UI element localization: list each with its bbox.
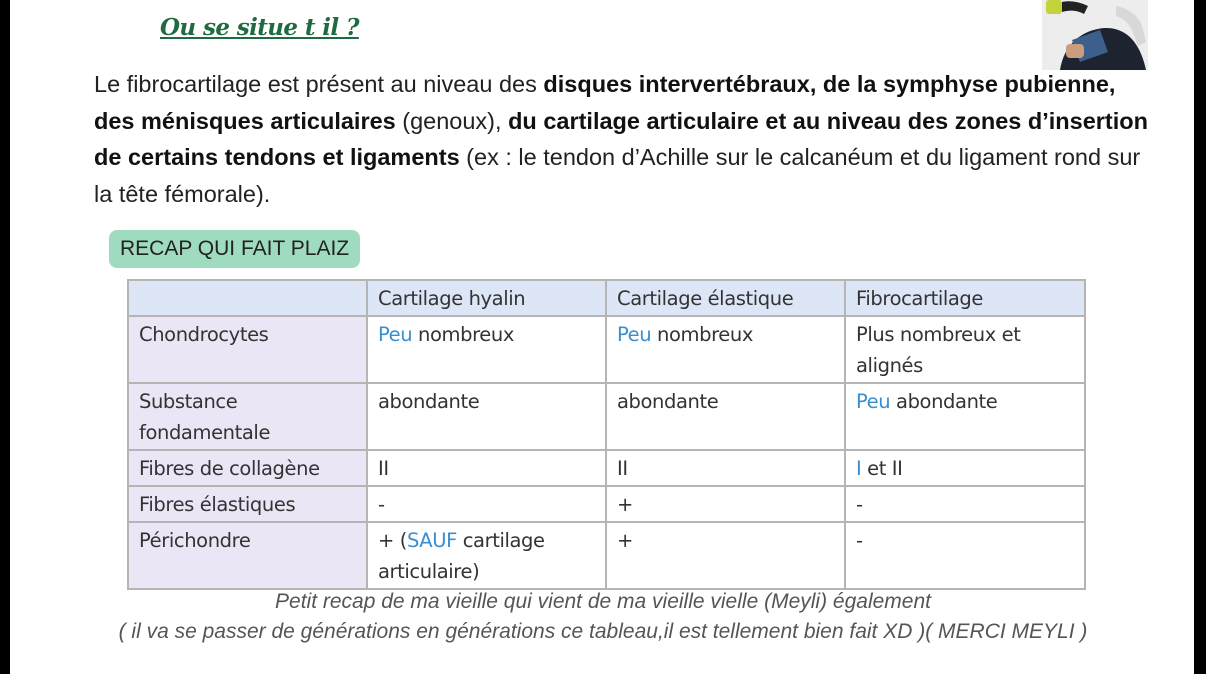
row-header-elastiques: Fibres élastiques — [128, 486, 367, 522]
table-cell — [845, 522, 1085, 589]
intro-text-1: Le fibrocartilage est présent au niveau des — [94, 71, 544, 97]
table-row — [128, 522, 1085, 589]
table-cell — [845, 450, 1085, 486]
table-cell — [606, 450, 845, 486]
table-cell — [606, 383, 845, 450]
cell-text: nombreux — [651, 323, 753, 346]
intro-text-2: (genoux), — [395, 107, 509, 134]
table-cell — [606, 486, 845, 522]
caption-line-2: ( il va se passer de générations en générations ce tableau,il est tellement bien fait XD )( MERCI MEYLI ) — [118, 620, 1088, 643]
intro-paragraph — [94, 66, 1154, 212]
row-header-substance: Substance fondamentale — [128, 383, 367, 450]
highlight-text: Peu — [617, 323, 652, 346]
row-header-chondrocytes: Chondrocytes — [128, 316, 367, 383]
cell-text: - — [856, 493, 863, 516]
table-row — [128, 450, 1085, 486]
cell-text: - — [378, 493, 385, 516]
column-header-fibro: Fibrocartilage — [845, 280, 1085, 316]
table-cell — [845, 486, 1085, 522]
intro-bold-1: disques intervertébraux, de la symphyse pubienne, des ménisques articulaires — [94, 71, 1116, 134]
cell-text: II — [378, 457, 389, 480]
table-header-row — [128, 280, 1085, 316]
table-cell — [367, 316, 606, 383]
cell-text: abondante — [617, 390, 719, 413]
cell-prefix: + ( — [378, 529, 407, 552]
table-cell — [606, 316, 845, 383]
cell-text: II — [617, 457, 628, 480]
cell-text: nombreux — [412, 323, 514, 346]
table-row — [128, 486, 1085, 522]
highlight-text: SAUF — [406, 529, 457, 552]
highlight-text: I — [856, 457, 862, 480]
table-corner-cell — [128, 280, 367, 316]
table-cell — [367, 522, 606, 589]
cell-text: + — [617, 493, 633, 516]
cell-text: + — [617, 529, 633, 552]
table-cell — [367, 486, 606, 522]
cell-text: cartilage articulaire) — [378, 529, 545, 583]
column-header-elastique: Cartilage élastique — [606, 280, 845, 316]
table-cell — [367, 450, 606, 486]
section-heading: Ou se situe t il ? — [160, 14, 359, 41]
table-cell — [367, 383, 606, 450]
presenter-photo — [1042, 0, 1148, 70]
intro-bold-2: du cartilage articulaire et au niveau des zones d’insertion de certains tendons et ligaments — [94, 107, 1148, 170]
cell-text: abondante — [378, 390, 480, 413]
cell-text: abondante — [890, 390, 998, 413]
intro-text-3: (ex : le tendon d’Achille sur le calcanéum et du ligament rond sur la tête fémorale). — [94, 144, 1141, 207]
column-header-hyalin: Cartilage hyalin — [367, 280, 606, 316]
table-row — [128, 316, 1085, 383]
highlight-text: Peu — [378, 323, 413, 346]
table-cell — [845, 316, 1085, 383]
caption-line-1: Petit recap de ma vieille qui vient de ma vieille vielle (Meyli) également — [275, 590, 931, 613]
cell-text: Plus nombreux et alignés — [856, 323, 1021, 377]
cell-text: - — [856, 529, 863, 552]
row-header-perichondre: Périchondre — [128, 522, 367, 589]
table-cell — [606, 522, 845, 589]
cell-text: et II — [861, 457, 903, 480]
table-cell — [845, 383, 1085, 450]
comparison-table — [127, 279, 1086, 590]
highlight-text: Peu — [856, 390, 891, 413]
row-header-collagene: Fibres de collagène — [128, 450, 367, 486]
recap-badge: RECAP QUI FAIT PLAIZ — [109, 230, 360, 268]
table-row — [128, 383, 1085, 450]
